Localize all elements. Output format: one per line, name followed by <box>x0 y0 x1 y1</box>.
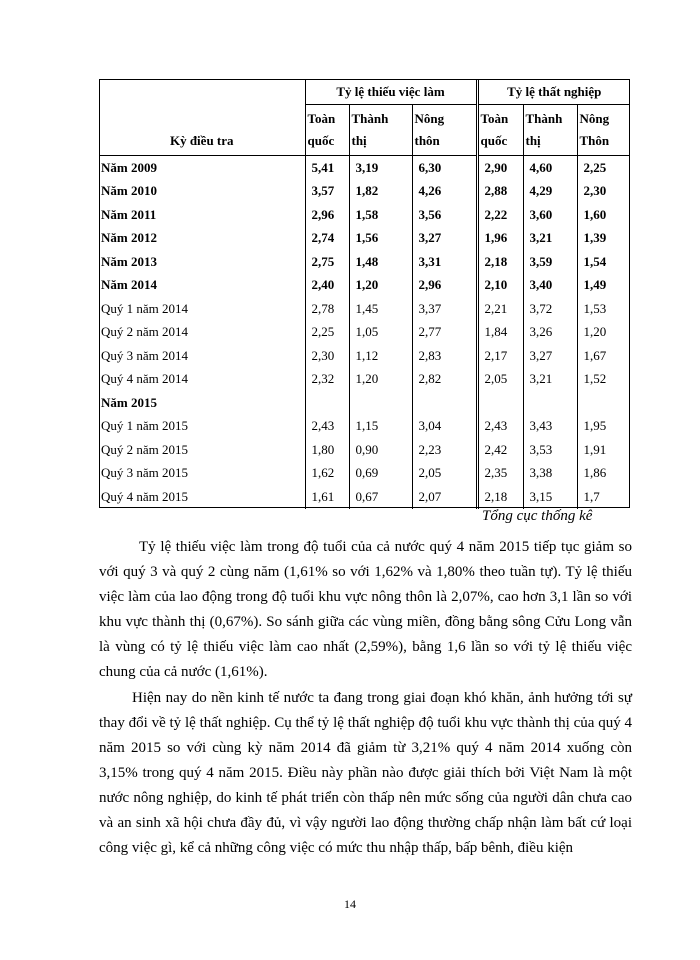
table-row <box>99 274 630 298</box>
subheader-line: quốc <box>480 133 508 148</box>
table-row <box>99 227 630 251</box>
table-body <box>99 79 630 509</box>
table-cell: 2,88 <box>477 180 523 204</box>
table-cell: 1,91 <box>577 438 630 462</box>
table-cell: 3,15 <box>523 485 577 509</box>
row-label: Quý 4 năm 2014 <box>101 371 189 387</box>
row-label: Quý 1 năm 2014 <box>101 300 189 316</box>
row-label: Năm 2014 <box>101 277 157 293</box>
table-cell: 1,56 <box>349 227 412 251</box>
table-cell: 1,53 <box>577 297 630 321</box>
table-cell: 2,75 <box>305 250 349 274</box>
table-cell: 1,7 <box>577 485 630 509</box>
table-row <box>99 368 630 392</box>
subheader-line: Toàn <box>307 111 336 126</box>
table-cell: 3,60 <box>523 203 577 227</box>
table-cell: 2,23 <box>412 438 477 462</box>
table-cell: 2,07 <box>412 485 477 509</box>
table-cell: 2,82 <box>412 368 477 392</box>
table-row <box>99 180 630 204</box>
subheader-line: Thôn <box>579 133 610 148</box>
table-cell: 2,77 <box>412 321 477 345</box>
table-cell <box>305 391 349 415</box>
table-row <box>99 250 630 274</box>
row-label: Năm 2012 <box>101 230 157 246</box>
table-cell: 1,67 <box>577 344 630 368</box>
table-cell <box>412 391 477 415</box>
table-cell: 1,84 <box>477 321 523 345</box>
subheader-cell <box>523 105 577 156</box>
row-label: Quý 3 năm 2015 <box>101 465 189 481</box>
table-cell: 1,96 <box>477 227 523 251</box>
subheader-cell <box>349 105 412 156</box>
table-row <box>99 462 630 486</box>
table-cell: 2,35 <box>477 462 523 486</box>
table-cell: 4,29 <box>523 180 577 204</box>
row-label: Quý 4 năm 2015 <box>101 488 189 504</box>
table-cell: 1,95 <box>577 415 630 439</box>
subheader-cell <box>412 105 477 156</box>
table-row <box>99 415 630 439</box>
table-cell: 1,20 <box>349 274 412 298</box>
table-cell: 3,31 <box>412 250 477 274</box>
table-cell: 3,27 <box>412 227 477 251</box>
table-cell: 3,53 <box>523 438 577 462</box>
table-cell: 1,12 <box>349 344 412 368</box>
row-label: Năm 2013 <box>101 253 157 269</box>
table-cell: 4,60 <box>523 156 577 180</box>
table-cell: 2,10 <box>477 274 523 298</box>
table-cell: 2,40 <box>305 274 349 298</box>
table-cell: 0,67 <box>349 485 412 509</box>
table-cell: 2,18 <box>477 250 523 274</box>
subheader-line: thôn <box>414 133 440 148</box>
subheader-line: quốc <box>307 133 335 148</box>
table-cell: 1,49 <box>577 274 630 298</box>
table-cell: 3,21 <box>523 368 577 392</box>
row-header-label: Kỳ điều tra <box>99 79 305 156</box>
subheader-line: thị <box>351 133 367 148</box>
table-row <box>99 391 630 415</box>
table-cell: 2,96 <box>305 203 349 227</box>
subheader-line: thị <box>525 133 541 148</box>
table-cell: 1,82 <box>349 180 412 204</box>
table-row <box>99 297 630 321</box>
table-cell: 3,27 <box>523 344 577 368</box>
table-cell: 1,52 <box>577 368 630 392</box>
table-group-header-row <box>99 79 630 105</box>
table-cell: 2,05 <box>477 368 523 392</box>
table-cell: 3,38 <box>523 462 577 486</box>
table-cell: 2,30 <box>577 180 630 204</box>
table-cell: 3,57 <box>305 180 349 204</box>
table-cell: 3,37 <box>412 297 477 321</box>
table-cell: 3,04 <box>412 415 477 439</box>
subheader-line: Toàn <box>480 111 509 126</box>
table-cell: 0,69 <box>349 462 412 486</box>
subheader-line: Thành <box>525 111 563 126</box>
row-label: Quý 2 năm 2015 <box>101 441 189 457</box>
table-cell: 1,48 <box>349 250 412 274</box>
table-cell: 2,43 <box>305 415 349 439</box>
table-cell: 1,80 <box>305 438 349 462</box>
table-row <box>99 321 630 345</box>
group-header-underemployment: Tỷ lệ thiếu việc làm <box>305 79 477 105</box>
subheader-cell <box>305 105 349 156</box>
table-cell: 2,32 <box>305 368 349 392</box>
table-cell: 1,58 <box>349 203 412 227</box>
row-label: Quý 2 năm 2014 <box>101 324 189 340</box>
table-source: Tổng cục thống kê <box>482 508 593 524</box>
table-cell: 1,62 <box>305 462 349 486</box>
row-label: Quý 3 năm 2014 <box>101 347 189 363</box>
subheader-line: Nông <box>579 111 610 126</box>
table-cell: 4,26 <box>412 180 477 204</box>
table-cell: 2,05 <box>412 462 477 486</box>
table-cell: 1,20 <box>349 368 412 392</box>
paragraph-2: Hiện nay do nền kinh tế nước ta đang trong giai đoạn khó khăn, ảnh hưởng tới sự thay đổi về tỷ lệ thất nghiệp. Cụ thể tỷ lệ thất nghiệp độ tuổi khu vực thành thị của quý 4 năm 2015 so với cùng kỳ năm 2014 đã giảm từ 3,21% quý 4 năm 2014 xuống còn 3,15% trong quý 4 năm 2015. Điều này phần nào được giải thích bởi Việt Nam là một nước nông nghiệp, do kinh tế phát triển còn thấp nên mức sống của người dân chưa cao và an sinh xã hội chưa đầy đủ, vì vậy người lao động thường chấp nhận làm bất cứ loại công việc gì, kể cả những công việc có mức thu nhập thấp, bấp bênh, điều kiện <box>99 690 632 856</box>
table-row <box>99 438 630 462</box>
page-number: 14 <box>344 897 356 911</box>
table-cell: 3,21 <box>523 227 577 251</box>
table-cell: 1,86 <box>577 462 630 486</box>
group-header-unemployment: Tỷ lệ thất nghiệp <box>477 79 630 105</box>
table-cell: 5,41 <box>305 156 349 180</box>
table-cell: 2,74 <box>305 227 349 251</box>
subheader-line: Thành <box>351 111 389 126</box>
table-cell <box>477 391 523 415</box>
table-cell: 3,19 <box>349 156 412 180</box>
table-cell <box>349 391 412 415</box>
table-row <box>99 485 630 509</box>
table-cell: 2,25 <box>577 156 630 180</box>
table-cell: 3,72 <box>523 297 577 321</box>
subheader-line: Nông <box>414 111 445 126</box>
table-row <box>99 344 630 368</box>
table-cell: 3,56 <box>412 203 477 227</box>
table-cell: 2,21 <box>477 297 523 321</box>
table-cell: 2,43 <box>477 415 523 439</box>
table-cell: 3,43 <box>523 415 577 439</box>
table-row <box>99 156 630 180</box>
table-cell: 1,15 <box>349 415 412 439</box>
table-cell <box>523 391 577 415</box>
table-row <box>99 203 630 227</box>
subheader-cell <box>577 105 630 156</box>
statistics-table <box>99 79 630 509</box>
table-cell: 2,96 <box>412 274 477 298</box>
table-cell: 1,45 <box>349 297 412 321</box>
table-cell: 2,78 <box>305 297 349 321</box>
table-cell: 2,30 <box>305 344 349 368</box>
table-cell: 3,26 <box>523 321 577 345</box>
row-label: Quý 1 năm 2015 <box>101 418 189 434</box>
row-label: Năm 2010 <box>101 183 157 199</box>
table-cell: 2,18 <box>477 485 523 509</box>
table-cell: 1,05 <box>349 321 412 345</box>
row-label: Năm 2015 <box>101 394 157 410</box>
table-cell: 1,39 <box>577 227 630 251</box>
table-cell: 1,61 <box>305 485 349 509</box>
table-cell: 2,25 <box>305 321 349 345</box>
table-cell: 1,54 <box>577 250 630 274</box>
table-cell: 2,42 <box>477 438 523 462</box>
table-cell: 2,22 <box>477 203 523 227</box>
row-label: Năm 2011 <box>101 206 157 222</box>
table-cell: 3,40 <box>523 274 577 298</box>
table-cell: 3,59 <box>523 250 577 274</box>
row-label: Năm 2009 <box>101 159 157 175</box>
paragraph-1: Tỷ lệ thiếu việc làm trong độ tuổi của cả nước quý 4 năm 2015 tiếp tục giảm so với quý 3 và quý 2 cùng năm (1,61% so với 1,62% và 1,80% theo tuần tự). Tỷ lệ thiếu việc làm của lao động trong độ tuổi khu vực nông thôn là 2,07%, cao hơn 3,1 lần so với khu vực thành thị (0,67%). So sánh giữa các vùng miền, đồng bằng sông Cửu Long vẫn là vùng có tỷ lệ thiếu việc làm cao nhất (2,59%), bằng 1,6 lần so với tỷ lệ thiếu việc chung của cả nước (1,61%). <box>99 539 632 680</box>
table-cell <box>577 391 630 415</box>
table-cell: 0,90 <box>349 438 412 462</box>
table-cell: 2,90 <box>477 156 523 180</box>
subheader-cell <box>477 105 523 156</box>
table-cell: 2,17 <box>477 344 523 368</box>
table-cell: 1,20 <box>577 321 630 345</box>
table-cell: 6,30 <box>412 156 477 180</box>
table-cell: 2,83 <box>412 344 477 368</box>
table-cell: 1,60 <box>577 203 630 227</box>
